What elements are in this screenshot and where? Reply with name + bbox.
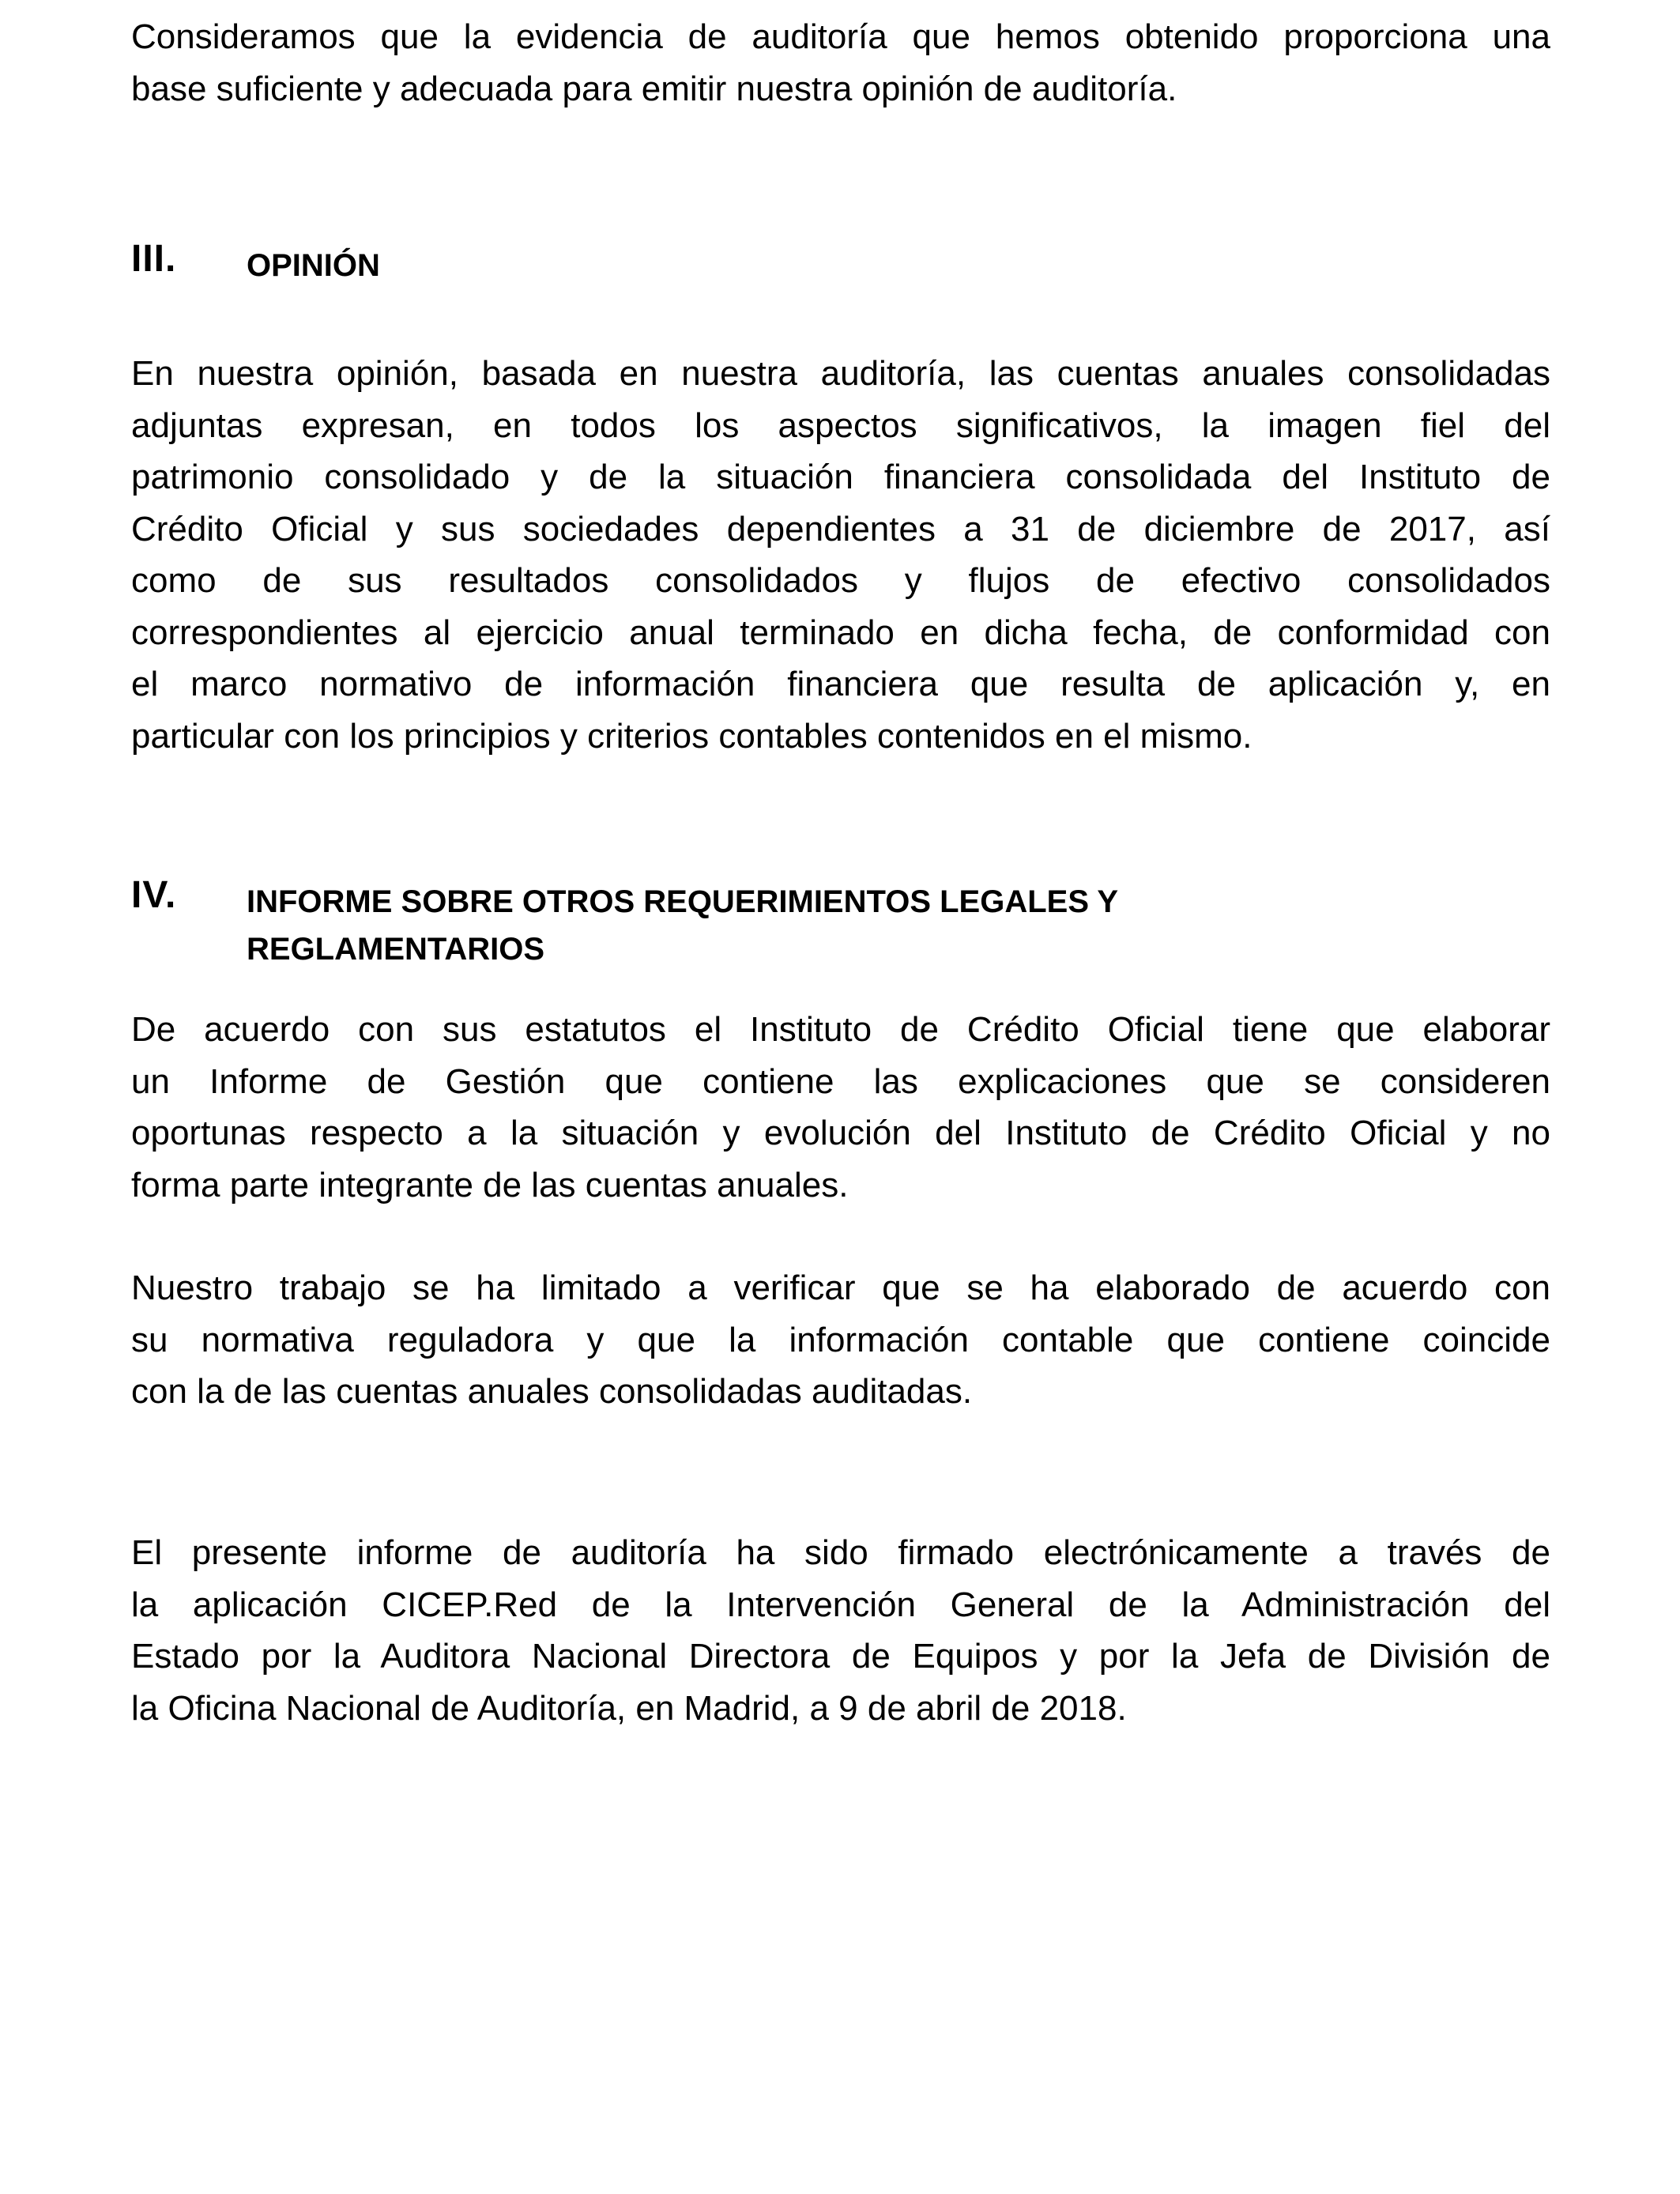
paragraph-line: la Oficina Nacional de Auditoría, en Madrid, a 9 de abril de 2018. <box>131 1688 1127 1728</box>
section-title: OPINIÓN <box>247 248 380 283</box>
management-report-paragraph <box>131 1004 1550 1211</box>
paragraph-line: correspondientes al ejercicio anual terminado en dicha fecha, de conformidad con <box>131 613 1550 652</box>
paragraph-line: base suficiente y adecuada para emitir nuestra opinión de auditoría. <box>131 69 1177 108</box>
section-title-line: INFORME SOBRE OTROS REQUERIMIENTOS LEGALES Y <box>247 884 1119 919</box>
paragraph-line: la aplicación CICEP.Red de la Intervención General de la Administración del <box>131 1585 1550 1624</box>
signature-paragraph <box>131 1527 1550 1734</box>
paragraph-line: adjuntas expresan, en todos los aspectos significativos, la imagen fiel del <box>131 405 1550 445</box>
paragraph-line: De acuerdo con sus estatutos el Instituto de Crédito Oficial tiene que elaborar <box>131 1010 1550 1049</box>
section-title-line: REGLAMENTARIOS <box>247 932 545 967</box>
paragraph-line: Nuestro trabajo se ha limitado a verificar que se ha elaborado de acuerdo con <box>131 1269 1550 1307</box>
paragraph-line: oportunas respecto a la situación y evolución del Instituto de Crédito Oficial y no <box>131 1114 1550 1152</box>
paragraph-line: Crédito Oficial y sus sociedades dependientes a 31 de diciembre de 2017, así <box>131 509 1550 548</box>
paragraph-line: particular con los principios y criterios contables contenidos en el mismo. <box>131 716 1252 756</box>
paragraph-line: Estado por la Auditora Nacional Directora de Equipos y por la Jefa de División de <box>131 1637 1550 1676</box>
section-number: IV. <box>131 874 177 916</box>
paragraph-line: forma parte integrante de las cuentas anuales. <box>131 1165 849 1204</box>
paragraph-line: un Informe de Gestión que contiene las explicaciones que se consideren <box>131 1061 1550 1101</box>
paragraph-line: patrimonio consolidado y de la situación financiera consolidada del Instituto de <box>131 458 1550 496</box>
paragraph-line: como de sus resultados consolidados y flujos de efectivo consolidados <box>131 561 1550 600</box>
paragraph-line: El presente informe de auditoría ha sido firmado electrónicamente a través de <box>131 1533 1550 1572</box>
paragraph-line: Consideramos que la evidencia de auditoría que hemos obtenido proporciona una <box>131 17 1550 56</box>
intro-paragraph <box>131 11 1550 115</box>
section-4-heading <box>131 873 1550 976</box>
verification-paragraph <box>131 1262 1550 1418</box>
paragraph-line: con la de las cuentas anuales consolidadas auditadas. <box>131 1372 973 1411</box>
section-3-heading <box>131 237 1550 292</box>
section-number: III. <box>131 238 177 280</box>
paragraph-line: el marco normativo de información financiera que resulta de aplicación y, en <box>131 665 1550 703</box>
section-title <box>247 878 1118 973</box>
opinion-paragraph <box>131 348 1550 762</box>
paragraph-line: su normativa reguladora y que la información contable que contiene coincide <box>131 1320 1550 1359</box>
paragraph-line: En nuestra opinión, basada en nuestra auditoría, las cuentas anuales consolidadas <box>131 354 1550 393</box>
